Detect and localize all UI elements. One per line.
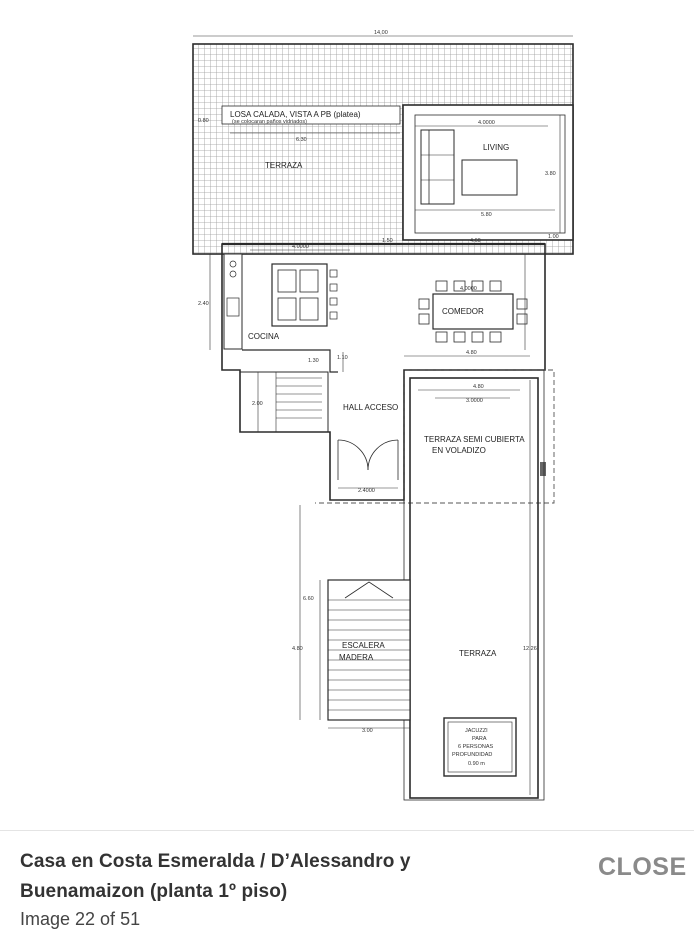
jacuzzi-label-2: PARA bbox=[472, 736, 487, 742]
dim-living-w1: 4.0000 bbox=[478, 120, 495, 126]
dim-kitchen-w: 4.0000 bbox=[292, 244, 309, 250]
dim-dining-table-w: 4.0000 bbox=[460, 286, 477, 292]
terrace-bottom-label: TERRAZA bbox=[459, 649, 497, 658]
terrace-top-label: TERRAZA bbox=[265, 161, 303, 170]
dim-top-width: 14,00 bbox=[374, 30, 388, 36]
dim-side-b: 4.80 bbox=[292, 646, 303, 652]
losa-label: LOSA CALADA, VISTA A PB (platea) bbox=[230, 110, 361, 119]
dim-terrace-width: 6.30 bbox=[296, 137, 307, 143]
semi-terrace-label-2: EN VOLADIZO bbox=[432, 446, 486, 455]
hall-label: HALL ACCESO bbox=[343, 403, 399, 412]
hall-doors bbox=[338, 440, 398, 480]
dim-small-c: 1.00 bbox=[548, 234, 559, 240]
losa-note-label: (se colocaran paños vidriados) bbox=[232, 119, 307, 125]
close-button[interactable]: CLOSE bbox=[598, 853, 687, 881]
kitchen-label: COCINA bbox=[248, 332, 280, 341]
dim-semi-w1: 4.80 bbox=[473, 384, 484, 390]
dining-label: COMEDOR bbox=[442, 307, 484, 316]
dim-stair-width: 3.00 bbox=[362, 728, 373, 734]
kitchen-island bbox=[272, 264, 327, 326]
dim-stair-h: 2.00 bbox=[252, 401, 263, 407]
image-caption-title: Casa en Costa Esmeralda / D’Alessandro y Buenamaizon (planta 1º piso) bbox=[20, 851, 411, 902]
dim-living-h: 3.80 bbox=[545, 171, 556, 177]
semi-terrace-label-1: TERRAZA SEMI CUBIERTA bbox=[424, 435, 525, 444]
sofa bbox=[421, 130, 454, 204]
dim-living-w2: 5.80 bbox=[481, 212, 492, 218]
stair-label-1: ESCALERA bbox=[342, 641, 385, 650]
dim-left-a: 0.80 bbox=[198, 118, 209, 124]
dim-lobby-a: 1.30 bbox=[308, 358, 319, 364]
dim-bottom-length: 12.26 bbox=[523, 646, 537, 652]
jacuzzi-label-5: 0.90 m bbox=[468, 761, 485, 767]
dim-small-b: 4.60 bbox=[470, 238, 481, 244]
dim-lobby-b: 1.10 bbox=[337, 355, 348, 361]
jacuzzi-label-1: JACUZZI bbox=[465, 728, 488, 734]
dim-kitchen-h: 2.40 bbox=[198, 301, 209, 307]
stair-label-2: MADERA bbox=[339, 653, 374, 662]
caption-bar bbox=[0, 830, 694, 951]
image-counter: Image 22 of 51 bbox=[20, 909, 141, 929]
jacuzzi-label-3: 6 PERSONAS bbox=[458, 744, 494, 750]
coffee-table bbox=[462, 160, 517, 195]
dim-dining-w: 4.80 bbox=[466, 350, 477, 356]
dim-hall-door: 2.4000 bbox=[358, 488, 375, 494]
dim-small-a: 1.50 bbox=[382, 238, 393, 244]
dim-semi-w2: 3.0000 bbox=[466, 398, 483, 404]
dim-side-a: 6.60 bbox=[303, 596, 314, 602]
living-label: LIVING bbox=[483, 143, 510, 152]
jacuzzi-label-4: PROFUNDIDAD bbox=[452, 752, 493, 758]
